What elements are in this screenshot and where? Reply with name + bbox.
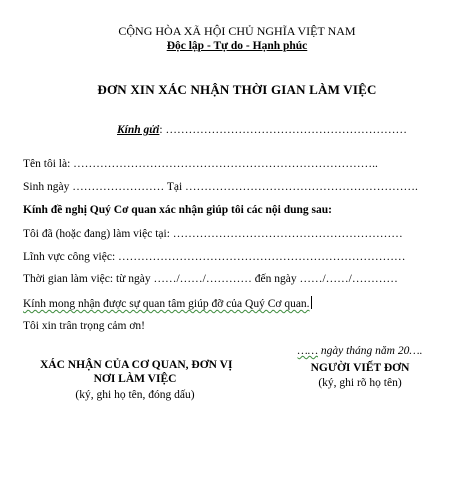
name-field: Tên tôi là: …………………………………………………………………….. [23,158,378,170]
date-mark: …… [297,345,318,357]
request-statement: Kính đề nghị Quý Cơ quan xác nhận giúp tôi các nội dung sau: [23,204,332,216]
employer-confirm-note: (ký, ghi họ tên, đóng dấu) [75,389,195,401]
national-motto [0,40,474,52]
recipient-line [117,124,407,136]
applicant-note: (ký, ghi rõ họ tên) [318,377,402,389]
hope-line[interactable] [23,296,312,310]
text-cursor [311,296,312,309]
motto-text: Độc lập - Tự do - Hạnh phúc [166,40,308,52]
national-name: CỘNG HÒA XÃ HỘI CHỦ NGHĨA VIỆT NAM [118,24,356,38]
thanks-line: Tôi xin trân trọng cảm ơn! [23,320,146,332]
workplace-field: Tôi đã (hoặc đang) làm việc tại: …………………………………………………… [23,228,403,240]
signature-date [270,345,450,357]
employer-confirm-title-line2: NƠI LÀM VIỆC [93,373,177,385]
hope-text: Kính mong nhận được sự quan tâm giúp đỡ của Quý Cơ quan. [23,298,310,310]
recipient-label: Kính gửi [117,124,160,136]
document-title: ĐƠN XIN XÁC NHẬN THỜI GIAN LÀM VIỆC [97,82,377,97]
employer-confirm-title: XÁC NHẬN CỦA CƠ QUAN, ĐƠN VỊ [40,359,233,371]
work-period-field: Thời gian làm việc: từ ngày ……/……/………… đến ngày ……/……/………… [23,273,398,285]
recipient-blank: : ……………………………………………………… [159,124,407,136]
field-of-work-field: Lĩnh vực công việc: ………………………………………………………………… [23,251,406,263]
applicant-title: NGƯỜI VIẾT ĐƠN [310,362,410,374]
date-text: ngày tháng năm 20…. [320,345,423,357]
birth-field: Sinh ngày …………………… Tại ……………………………………………………. [23,181,418,193]
